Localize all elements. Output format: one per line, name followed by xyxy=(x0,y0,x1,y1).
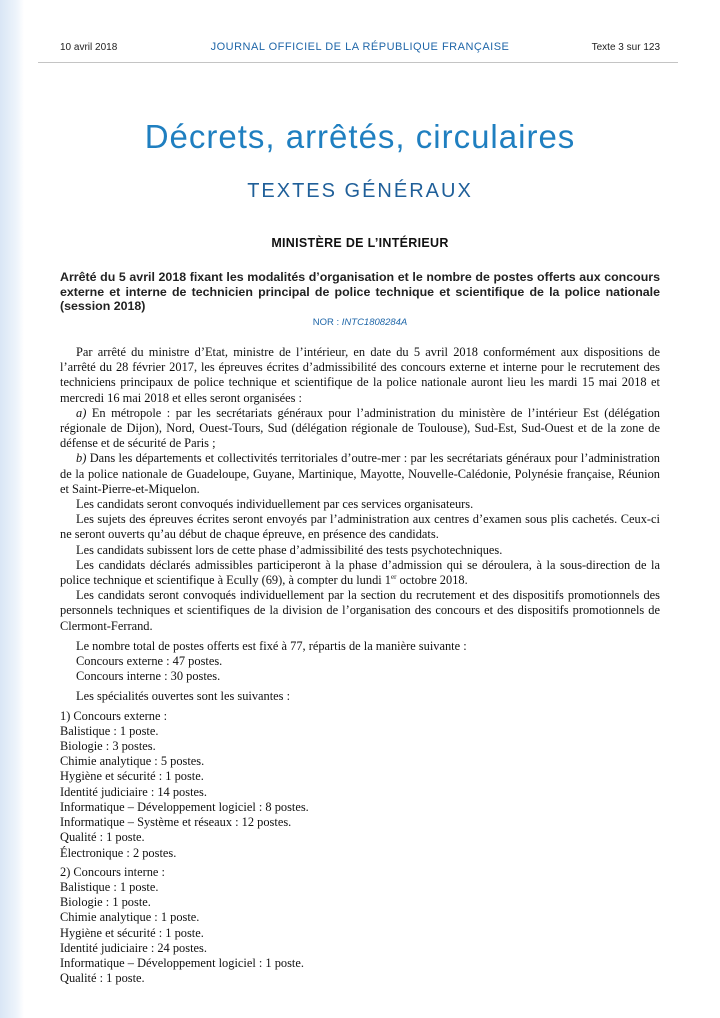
list-item: Chimie analytique : 1 poste. xyxy=(60,910,200,925)
list-item: Biologie : 3 postes. xyxy=(60,739,156,754)
list-item: Informatique – Système et réseaux : 12 postes. xyxy=(60,815,292,830)
paragraph-section-recrutement: Les candidats seront convoqués individuellement par la section du recrutement et des dispositifs promotionnels des personnels techniques et scientifiques de la division de l’organisation des concours et des dispositifs promotionnels de Clermont-Ferrand. xyxy=(60,588,660,633)
header-divider xyxy=(38,62,678,63)
list-item: Qualité : 1 poste. xyxy=(60,971,145,986)
decree-title: Arrêté du 5 avril 2018 fixant les modalités d’organisation et le nombre de postes offerts aux concours externe et interne de technicien principal de police technique et scientifique de la police nationale (session 2018) xyxy=(60,270,660,313)
nor-label: NOR : xyxy=(312,317,342,328)
nor-code: INTC1808284A xyxy=(341,317,408,328)
document-page xyxy=(38,0,678,1018)
list-item: Électronique : 2 postes. xyxy=(60,845,177,860)
interne-heading: 2) Concours interne : xyxy=(60,864,165,879)
paragraph-a-label: a) xyxy=(76,405,87,420)
paragraph-sujets: Les sujets des épreuves écrites seront envoyés par l’administration aux centres d’examen sous plis cachetés. Ceux-ci ne seront ouverts qu’au début de chaque épreuve, en présence des candidats. xyxy=(60,512,660,542)
paragraph-total-postes: Le nombre total de postes offerts est fixé à 77, répartis de la manière suivante : xyxy=(76,638,467,653)
paragraph-a xyxy=(60,406,660,452)
list-item: Balistique : 1 poste. xyxy=(60,723,159,738)
externe-heading: 1) Concours externe : xyxy=(60,708,168,723)
list-item: Identité judiciaire : 14 postes. xyxy=(60,784,207,799)
ministry-heading: MINISTÈRE DE L’INTÉRIEUR xyxy=(271,236,449,250)
page-header xyxy=(60,40,660,58)
section-title: Décrets, arrêtés, circulaires xyxy=(144,118,576,155)
list-item: Hygiène et sécurité : 1 poste. xyxy=(60,925,204,940)
list-item: Balistique : 1 poste. xyxy=(60,879,159,894)
paragraph-a-text: En métropole : par les secrétariats généraux pour l’administration du ministère de l’intérieur Est (délégation régionale de Dijon), Nord, Ouest-Tours, Sud (délégation régionale de Toulouse), Sud-Est, Sud-Ouest et de la zone de défense et de sécurité de Paris ; xyxy=(60,405,660,451)
paragraph-b xyxy=(60,451,660,497)
header-journal-title: JOURNAL OFFICIEL DE LA RÉPUBLIQUE FRANÇAISE xyxy=(210,41,510,53)
nor-reference xyxy=(0,317,720,328)
paragraph-b-label: b) xyxy=(76,451,87,466)
list-item: Hygiène et sécurité : 1 poste. xyxy=(60,769,204,784)
list-item: Informatique – Développement logiciel : 1 poste. xyxy=(60,955,304,970)
list-item: Biologie : 1 poste. xyxy=(60,895,151,910)
admission-text-b: octobre 2018. xyxy=(396,573,468,588)
list-item: Identité judiciaire : 24 postes. xyxy=(60,940,207,955)
sub-title: TEXTES GÉNÉRAUX xyxy=(247,180,473,202)
paragraph-specialites: Les spécialités ouvertes sont les suivantes : xyxy=(76,689,291,704)
paragraph-tests: Les candidats subissent lors de cette phase d’admissibilité des tests psychotechniques. xyxy=(76,542,503,557)
list-item: Qualité : 1 poste. xyxy=(60,830,145,845)
admission-text-a: Les candidats déclarés admissibles participeront à la phase d’admission qui se déroulera, à la sous-direction de la police technique et scientifique à Ecully (69), à compter du lundi 1 xyxy=(60,557,660,588)
paragraph-convocation: Les candidats seront convoqués individuellement par ces services organisateurs. xyxy=(76,497,474,512)
paragraph-admission xyxy=(60,558,660,588)
header-text-number: Texte 3 sur 123 xyxy=(591,42,660,53)
list-item: Chimie analytique : 5 postes. xyxy=(60,754,205,769)
document-body xyxy=(60,345,660,986)
header-date: 10 avril 2018 xyxy=(60,42,118,53)
paragraph-intro: Par arrêté du ministre d’Etat, ministre de l’intérieur, en date du 5 avril 2018 conformément aux dispositions de l’arrêté du 28 février 2017, les épreuves écrites d’admissibilité des concours externe et interne pour le recrutement des techniciens principaux de police technique et scientifique de la police nationale auront lieu les mardi 15 mai 2018 et mercredi 16 mai 2018 et elles seront organisées : xyxy=(60,345,660,405)
admission-superscript: er xyxy=(391,572,397,581)
paragraph-b-text: Dans les départements et collectivités territoriales d’outre-mer : par les secrétariats généraux pour l’administration de la police nationale de Guadeloupe, Guyane, Martinique, Mayotte, Nouvelle-Calédonie, Polynésie française, Réunion et Saint-Pierre-et-Miquelon. xyxy=(60,451,660,496)
paragraph-total-externe: Concours externe : 47 postes. xyxy=(76,654,223,669)
paragraph-total-interne: Concours interne : 30 postes. xyxy=(76,669,221,684)
list-item: Informatique – Développement logiciel : 8 postes. xyxy=(60,799,309,814)
